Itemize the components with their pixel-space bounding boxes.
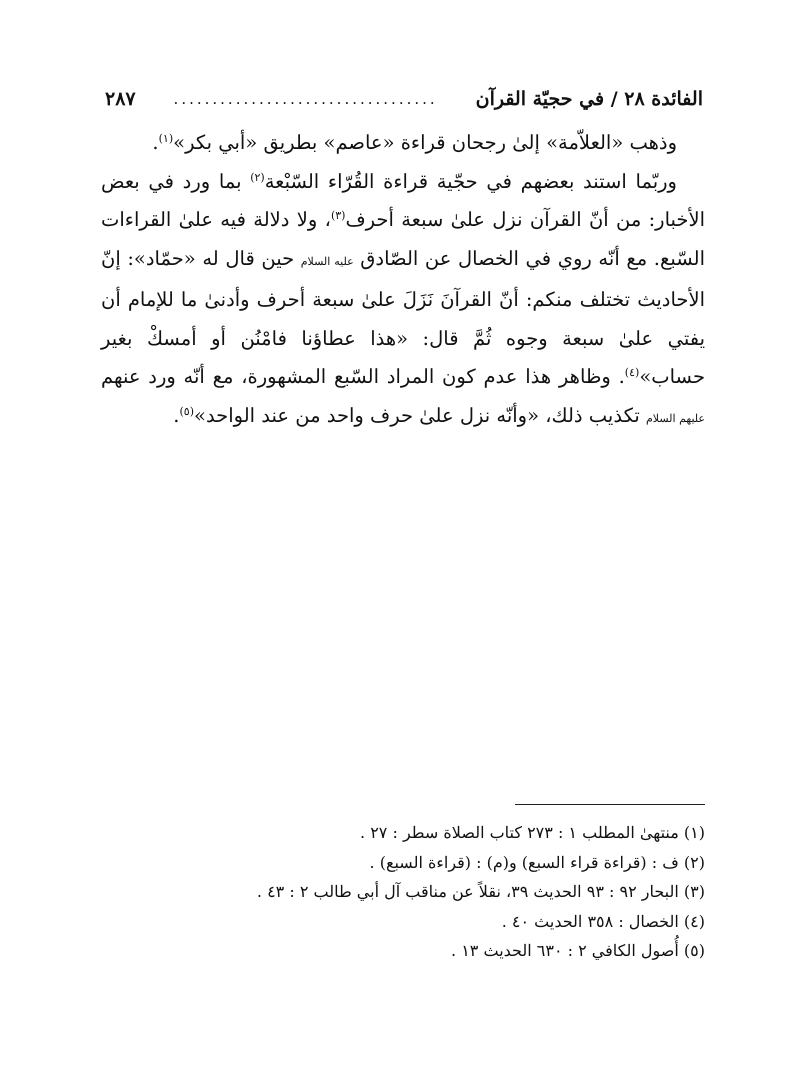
paragraph-2-text-5: . وظاهر هذا عدم كون المراد السّبع المشهورة، مع أنّه ورد عنهم [101, 365, 625, 388]
page-number: ٢٨٧ [105, 88, 136, 110]
footnote-4: (٤) الخصال : ٣٥٨ الحديث ٤٠ . [501, 911, 705, 931]
footnote-1: (١) منتهىٰ المطلب ١ : ٢٧٣ كتاب الصلاة سطر : ٢٧ . [360, 823, 705, 842]
footnote-ref-4[interactable]: (٤) [624, 366, 640, 379]
footnote-ref-5[interactable]: (٥) [179, 404, 195, 418]
honorific-2: عليهم السلام [645, 411, 705, 425]
paragraph-1 [101, 124, 705, 163]
paragraph-2-text-4: حين قال له «حمّاد»: إنّ الأحاديث تختلف منكم: أنّ القرآنَ نَزَلَ علىٰ سبعة أحرف وأدنىٰ ما للإمام أن يفتي علىٰ سبعة وجوه ثُمَّ قال: «هذا عطاؤنا فامْنُن أو أمسكْ بغير حساب» [101, 246, 705, 388]
running-header [105, 84, 703, 114]
paragraph-2-text-3: ، ولا دلالة فيه علىٰ القراءات السّبع. مع أنّه روي في الخصال عن الصّادق [101, 208, 705, 270]
footnote-ref-1[interactable]: (١) [158, 132, 174, 145]
footnote-5: (٥) أُصول الكافي ٢ : ٦٣٠ الحديث ١٣ . [451, 941, 705, 960]
paragraph-2-text-2: بما ورد في بعض الأخبار: من أنّ القرآن نزل علىٰ سبعة أحرف [101, 169, 705, 231]
header-leader-dots: .................................. [173, 90, 438, 108]
paragraph-2 [101, 163, 705, 439]
paragraph-1-text: وذهب «العلاّمة» إلىٰ رجحان قراءة «عاصم» بطريق «أبي بكر» [173, 131, 677, 154]
paragraph-2-text-6: تكذيب ذلك، «وأنّه نزل علىٰ حرف واحد من عند الواحد» [194, 403, 646, 427]
paragraph-2-end: . [173, 403, 180, 427]
paragraph-2-text-1: وربّما استند بعضهم في حجّية قراءة القُرّاء السّبْعة [264, 169, 677, 193]
footnote-ref-3[interactable]: (٣) [330, 209, 346, 222]
paragraph-1-end: . [152, 131, 159, 154]
main-text [101, 124, 705, 438]
honorific-1: عليه السلام [300, 254, 354, 268]
footnote-3: (٣) البحار ٩٢ : ٩٣ الحديث ٣٩، نقلاً عن مناقب آل أبي طالب ٢ : ٤٣ . [256, 882, 705, 901]
footnote-2: (٢) ف : (قراءة قراء السبع) و(م) : (قراءة السبع) . [369, 852, 705, 872]
footnote-ref-2[interactable]: (٢) [250, 170, 265, 184]
footnote-divider [515, 804, 705, 805]
footnotes [101, 818, 705, 966]
header-title: الفائدة ٢٨ / في حجيّة القرآن [475, 88, 703, 110]
